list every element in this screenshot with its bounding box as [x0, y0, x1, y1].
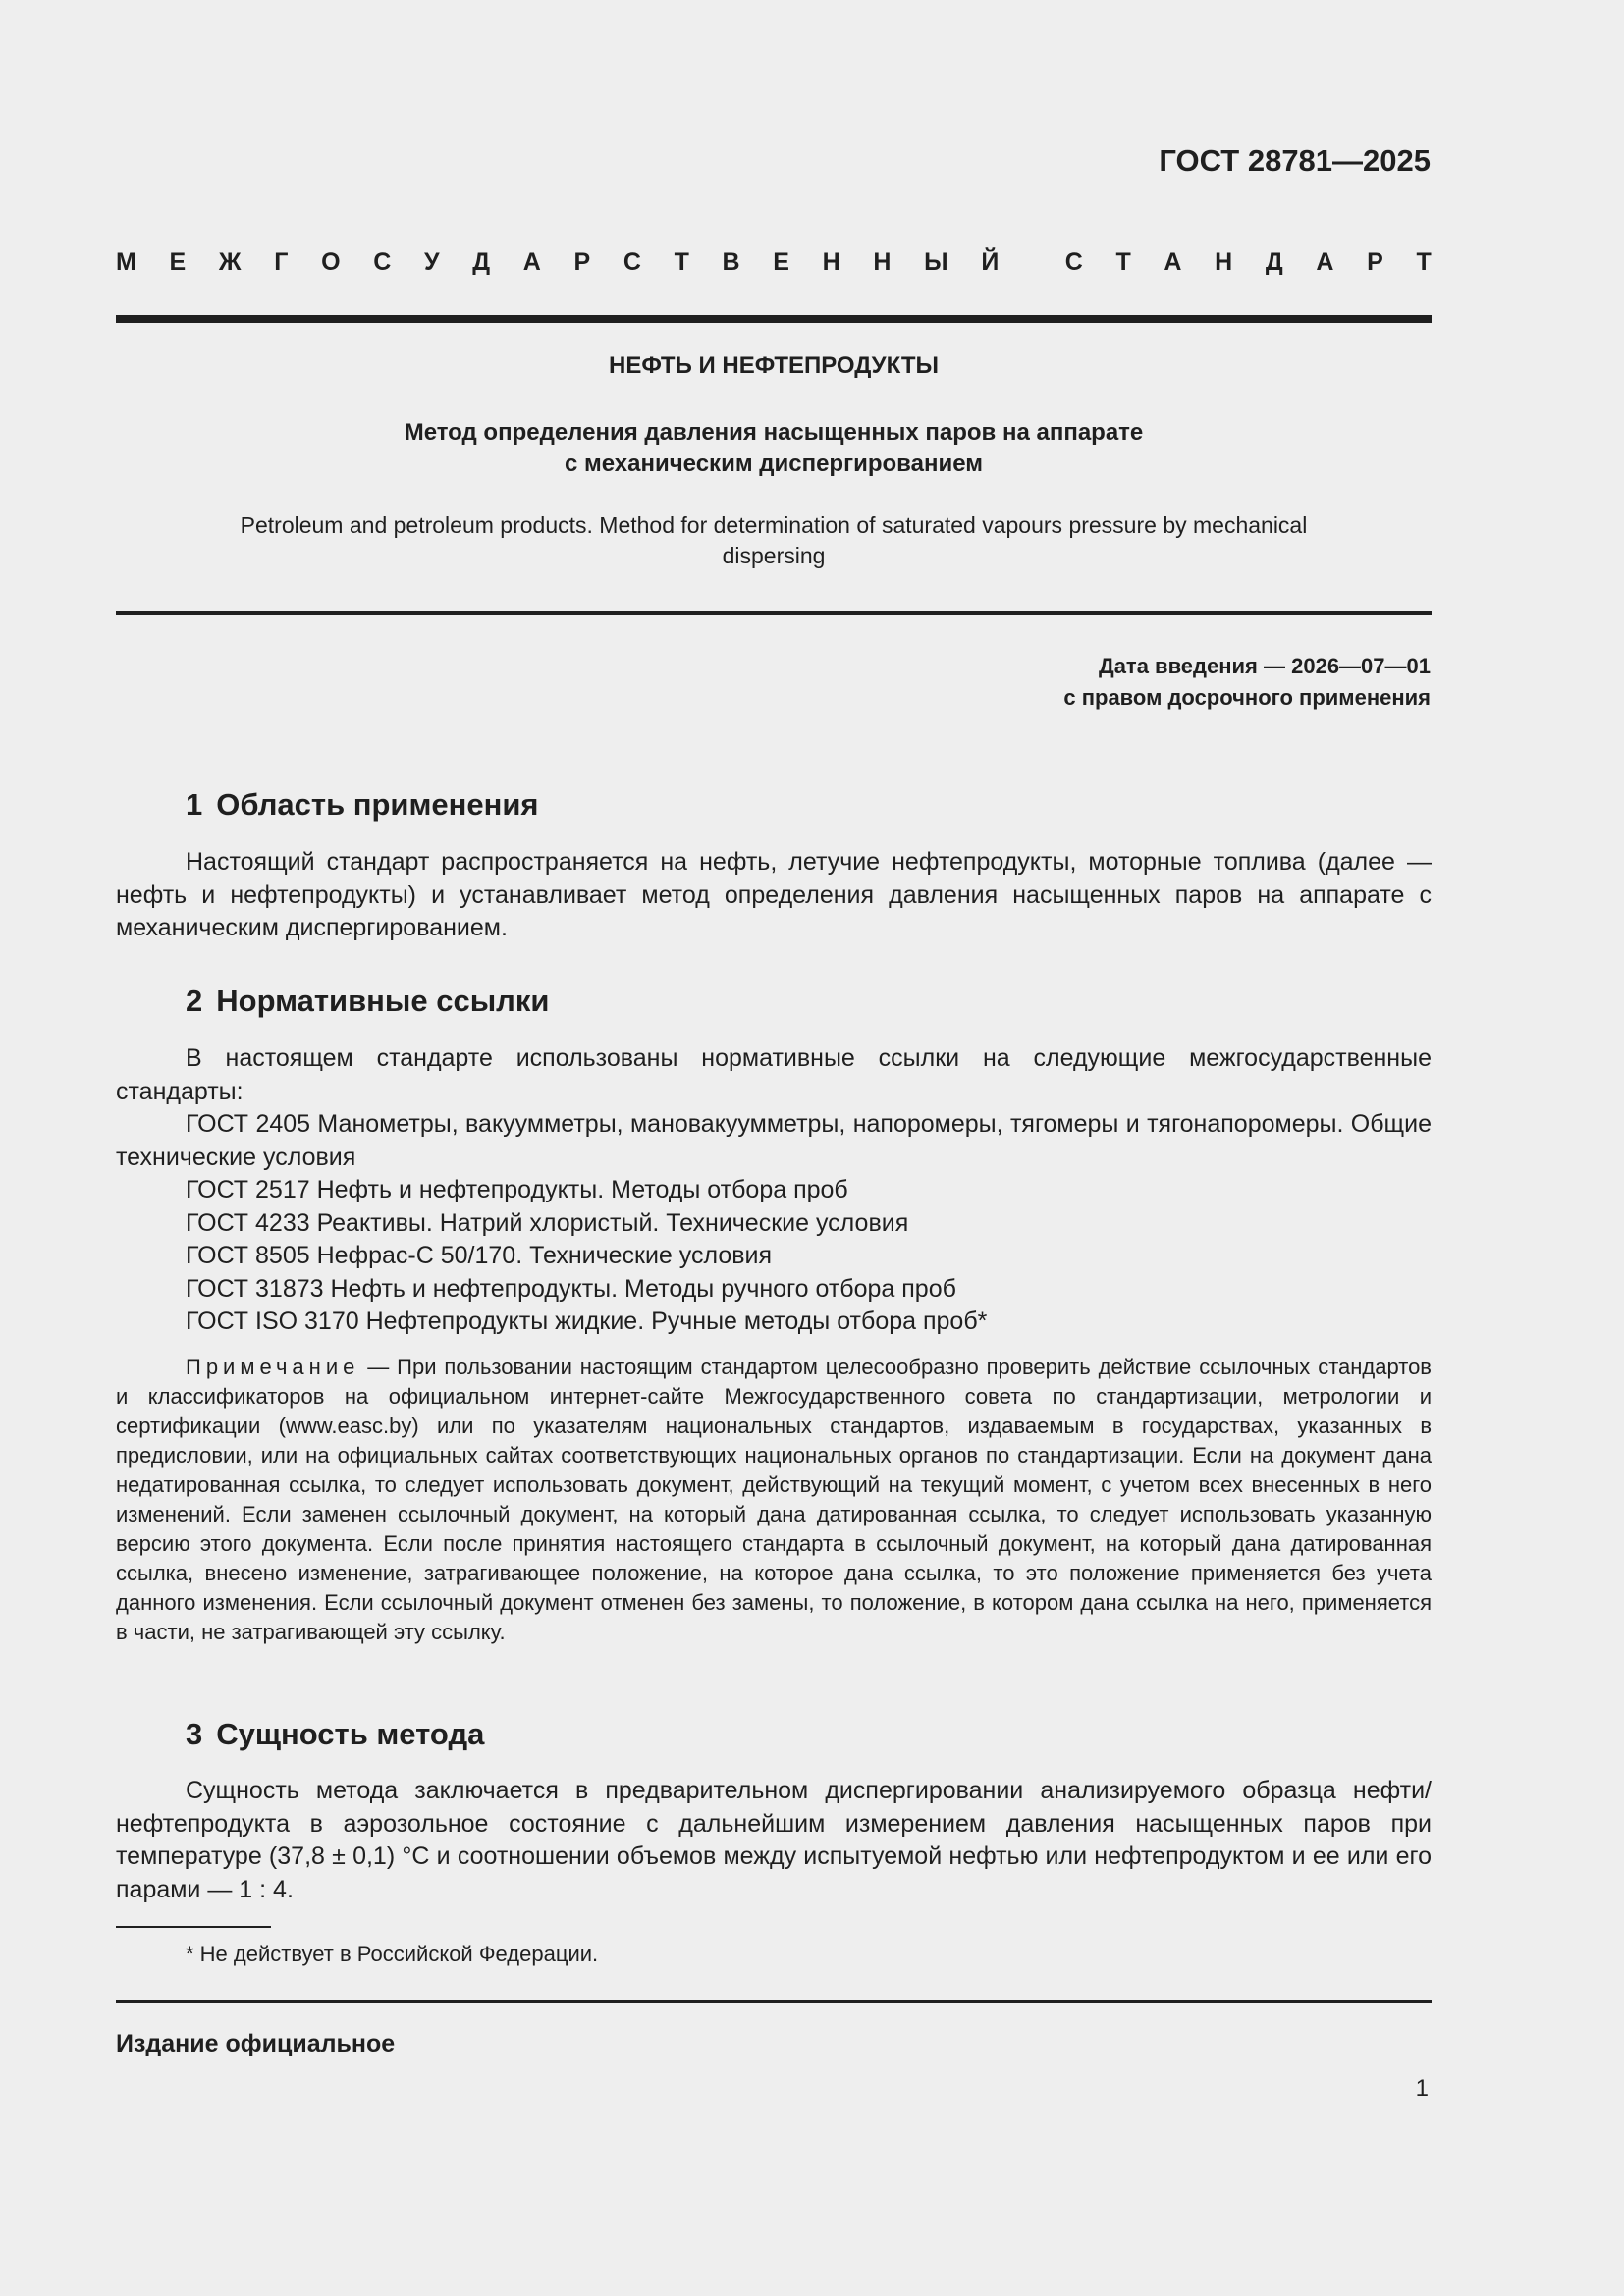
standard-type-letter: В: [722, 248, 740, 276]
introduction-date-block: [1063, 651, 1431, 714]
reference-item: ГОСТ 8505 Нефрас-С 50/170. Технические условия: [186, 1242, 773, 1269]
section-title: Сущность метода: [216, 1717, 485, 1751]
english-title-line: Petroleum and petroleum products. Method for determination of saturated vapours pressure by mechanical: [240, 512, 1308, 538]
standard-type-letter: Е: [773, 248, 789, 276]
standard-type-letter: Т: [1416, 248, 1432, 276]
footnote: * Не действует в Российской Федерации.: [186, 1942, 599, 1966]
standard-type-letter: Д: [1265, 248, 1283, 276]
standard-type-letter: Т: [674, 248, 689, 276]
paragraph: Настоящий стандарт распространяется на нефть, летучие нефтепродукты, моторные топлива (далее — нефть и нефтепродукты) и устанавливает метод определения давления насыщенных паров на аппарате с механическим диспергированием.: [116, 848, 1432, 941]
standard-type-letter: С: [1064, 248, 1083, 276]
reference-item: ГОСТ ISO 3170 Нефтепродукты жидкие. Ручные методы отбора проб*: [186, 1308, 988, 1335]
standard-type-letter: У: [423, 248, 440, 276]
page-number: 1: [1415, 2075, 1429, 2102]
standard-type-letter: А: [522, 248, 541, 276]
section-3-heading: [186, 1717, 484, 1752]
standard-type-letter: Ж: [218, 248, 242, 276]
standard-type-letter: О: [321, 248, 341, 276]
subtitle-line: с механическим диспергированием: [565, 451, 983, 477]
standard-type-letter: Е: [169, 248, 187, 276]
standard-type-letter: Р: [573, 248, 591, 276]
introduction-date: Дата введения — 2026—07—01: [1099, 654, 1431, 678]
standard-type-letter: М: [116, 248, 136, 276]
subtitle-line: Метод определения давления насыщенных паров на аппарате: [404, 419, 1144, 446]
title-divider: [116, 611, 1432, 615]
standard-type-letter: Т: [1115, 248, 1131, 276]
reference-item: ГОСТ 4233 Реактивы. Натрий хлористый. Технические условия: [186, 1208, 909, 1237]
standard-type-letter: Р: [1367, 248, 1383, 276]
note-label: Примечание: [186, 1355, 360, 1379]
section-number: 2: [186, 984, 203, 1018]
section-title: Нормативные ссылки: [216, 984, 550, 1018]
section-3-body: [116, 1775, 1432, 1906]
english-title-line: dispersing: [722, 543, 826, 568]
reference-item: ГОСТ 31873 Нефть и нефтепродукты. Методы ручного отбора проб: [186, 1274, 956, 1303]
official-edition-label: Издание официальное: [116, 2030, 396, 2057]
section-1-heading: [186, 787, 539, 823]
section-number: 3: [186, 1717, 203, 1751]
standard-type-letter: А: [1164, 248, 1182, 276]
note-text: — При пользовании настоящим стандартом целесообразно проверить действие ссылочных стандартов и классификаторов на официальном интернет-сайте Межгосударственного совета по стандартизации, метрологии и сертификации (www.easc.by) или по указателям национальных стандартов, издаваемым в государствах, указанных в предисловии, или на официальных сайтах соответствующих национальных органов по стандартизации. Если на документ дана недатированная ссылка, то следует использовать документ, действующий на текущий момент, с учетом всех внесенных в него изменений. Если заменен ссылочный документ, на который дана датированная ссылка, то следует использовать указанную версию этого документа. Если после принятия настоящего стандарта в ссылочный документ, на который дана датированная ссылка, внесено изменение, затрагивающее положение, на которое дана ссылка, то это положение применяется без учета данного изменения. Если ссылочный документ отменен без замены, то положение, в котором дана ссылка на него, применяется в части, не затрагивающей эту ссылку.: [116, 1355, 1432, 1644]
reference-item: ГОСТ 2517 Нефть и нефтепродукты. Методы отбора проб: [186, 1176, 848, 1203]
paragraph: В настоящем стандарте использованы нормативные ссылки на следующие межгосударственные стандарты:: [116, 1044, 1432, 1105]
english-title: [116, 510, 1432, 571]
standard-type-letter: Г: [274, 248, 289, 276]
standard-type-letter: Н: [822, 248, 840, 276]
document-title: НЕФТЬ И НЕФТЕПРОДУКТЫ: [609, 352, 939, 379]
section-number: 1: [186, 787, 203, 822]
section-2-heading: [186, 984, 549, 1019]
document-number: ГОСТ 28781—2025: [1159, 143, 1431, 178]
header-divider: [116, 315, 1432, 323]
footnote-separator: [116, 1926, 271, 1928]
standard-type-letter: С: [373, 248, 392, 276]
standard-type-letter: Н: [873, 248, 892, 276]
document-subtitle: [116, 417, 1432, 480]
section-title: Область применения: [216, 787, 539, 822]
section-2-body: [116, 1042, 1432, 1339]
standard-type-letter: С: [623, 248, 641, 276]
reference-item: ГОСТ 2405 Манометры, вакуумметры, мановакуумметры, напоромеры, тягомеры и тягонапоромеры. Общие технические условия: [116, 1110, 1432, 1171]
standard-type-heading: [116, 248, 1432, 284]
note-block: [116, 1353, 1432, 1647]
paragraph: Сущность метода заключается в предварительном диспергировании анализируемого образца нефти/нефтепродукта в аэрозольное состояние с дальнейшим измерением давления насыщенных паров при температуре (37,8 ± 0,1) °С и соотношении объемов между испытуемой нефтью или нефтепродуктом и ее или его парами — 1 : 4.: [116, 1777, 1432, 1903]
standard-type-letter: Й: [981, 248, 1000, 276]
standard-type-letter: Ы: [924, 248, 948, 276]
early-application-note: с правом досрочного применения: [1063, 685, 1431, 710]
standard-type-letter: Н: [1215, 248, 1233, 276]
standard-type-letter: Д: [472, 248, 491, 276]
section-1-body: [116, 846, 1432, 945]
standard-type-letter: А: [1316, 248, 1334, 276]
footer-divider: [116, 2000, 1432, 2003]
